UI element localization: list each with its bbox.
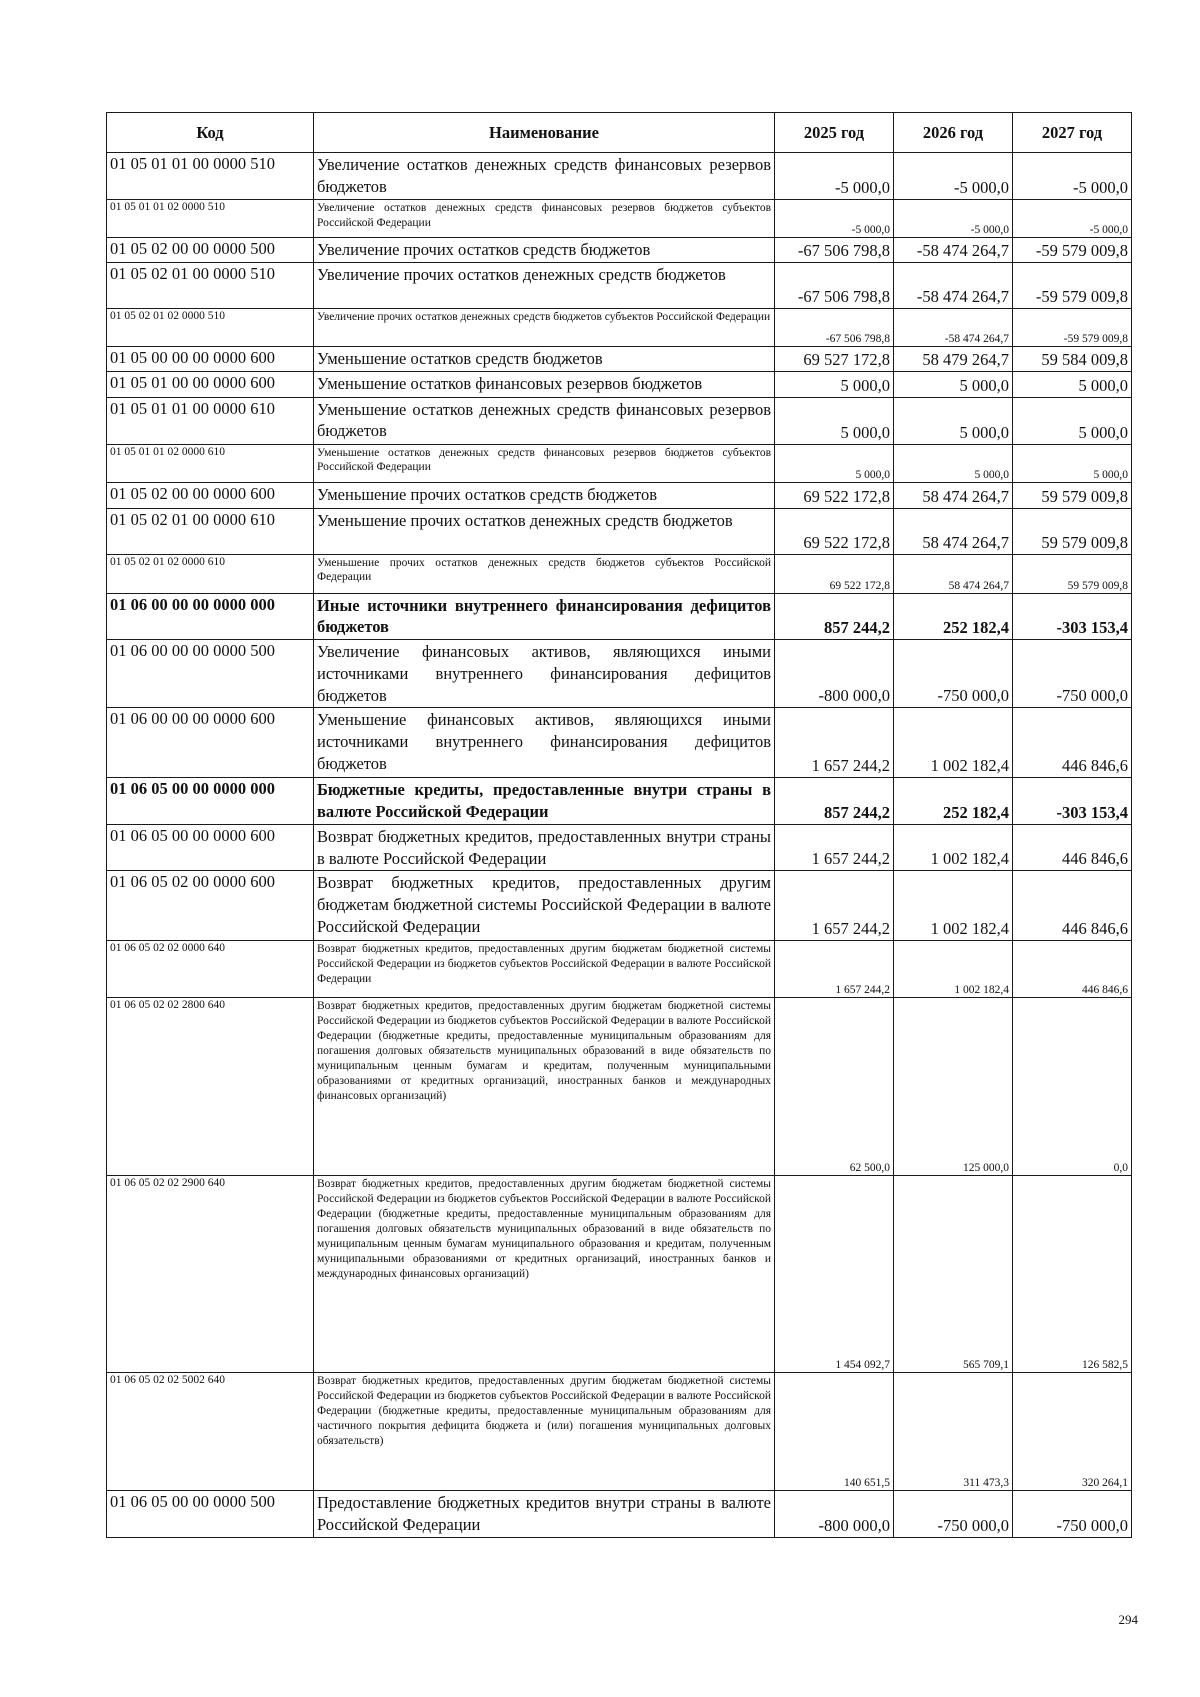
row-name: Уменьшение остатков средств бюджетов bbox=[314, 346, 775, 371]
table-row bbox=[107, 1373, 1132, 1491]
row-name: Увеличение финансовых активов, являющихся иными источниками внутреннего финансирования дефицитов бюджетов bbox=[314, 640, 775, 708]
row-name: Уменьшение прочих остатков средств бюджетов bbox=[314, 482, 775, 508]
row-value-2027: -303 153,4 bbox=[1013, 593, 1132, 640]
table-row bbox=[107, 346, 1132, 371]
row-value-2026: -5 000,0 bbox=[894, 153, 1013, 200]
row-value-2027: 446 846,6 bbox=[1013, 871, 1132, 941]
header-2025: 2025 год bbox=[775, 113, 894, 153]
row-value-2025: -800 000,0 bbox=[775, 1491, 894, 1538]
row-name: Уменьшение остатков денежных средств финансовых резервов бюджетов bbox=[314, 397, 775, 444]
row-value-2027: 446 846,6 bbox=[1013, 824, 1132, 871]
row-value-2025: -67 506 798,8 bbox=[775, 262, 894, 308]
row-value-2027: 59 579 009,8 bbox=[1013, 554, 1132, 593]
row-value-2026: -5 000,0 bbox=[894, 200, 1013, 238]
header-code: Код bbox=[107, 113, 314, 153]
row-name: Предоставление бюджетных кредитов внутри страны в валюте Российской Федерации bbox=[314, 1491, 775, 1538]
row-value-2025: 1 454 092,7 bbox=[775, 1176, 894, 1373]
row-name: Уменьшение остатков финансовых резервов бюджетов bbox=[314, 371, 775, 397]
row-value-2027: 446 846,6 bbox=[1013, 708, 1132, 778]
row-value-2027: 59 584 009,8 bbox=[1013, 346, 1132, 371]
row-value-2026: -58 474 264,7 bbox=[894, 308, 1013, 346]
row-code: 01 06 05 02 02 2900 640 bbox=[107, 1176, 314, 1373]
row-value-2025: 857 244,2 bbox=[775, 778, 894, 825]
table-row bbox=[107, 640, 1132, 708]
row-value-2027: 320 264,1 bbox=[1013, 1373, 1132, 1491]
table-row bbox=[107, 262, 1132, 308]
row-value-2026: 58 474 264,7 bbox=[894, 554, 1013, 593]
table-row bbox=[107, 1491, 1132, 1538]
row-code: 01 06 05 02 02 5002 640 bbox=[107, 1373, 314, 1491]
row-code: 01 05 02 01 00 0000 510 bbox=[107, 262, 314, 308]
page-number: 294 bbox=[1118, 1612, 1138, 1627]
row-value-2027: -5 000,0 bbox=[1013, 153, 1132, 200]
row-code: 01 05 01 01 02 0000 510 bbox=[107, 200, 314, 238]
row-code: 01 05 02 01 00 0000 610 bbox=[107, 508, 314, 554]
table-row bbox=[107, 153, 1132, 200]
row-value-2027: -750 000,0 bbox=[1013, 640, 1132, 708]
row-value-2026: -750 000,0 bbox=[894, 640, 1013, 708]
table-row bbox=[107, 482, 1132, 508]
row-code: 01 05 01 00 00 0000 600 bbox=[107, 371, 314, 397]
row-name: Увеличение прочих остатков средств бюджетов bbox=[314, 238, 775, 263]
row-name: Возврат бюджетных кредитов, предоставленных внутри страны в валюте Российской Федерации bbox=[314, 824, 775, 871]
row-code: 01 05 01 01 00 0000 510 bbox=[107, 153, 314, 200]
header-2026: 2026 год bbox=[894, 113, 1013, 153]
row-code: 01 06 00 00 00 0000 000 bbox=[107, 593, 314, 640]
row-value-2027: -303 153,4 bbox=[1013, 778, 1132, 825]
row-value-2026: 5 000,0 bbox=[894, 444, 1013, 482]
table-row bbox=[107, 200, 1132, 238]
row-value-2026: 58 479 264,7 bbox=[894, 346, 1013, 371]
row-value-2027: -59 579 009,8 bbox=[1013, 262, 1132, 308]
row-value-2025: 1 657 244,2 bbox=[775, 941, 894, 998]
budget-sources-table bbox=[106, 112, 1132, 1538]
row-value-2025: 5 000,0 bbox=[775, 371, 894, 397]
row-value-2025: 5 000,0 bbox=[775, 397, 894, 444]
row-value-2025: 69 522 172,8 bbox=[775, 554, 894, 593]
row-name: Возврат бюджетных кредитов, предоставленных другим бюджетам бюджетной системы Российской Федерации из бюджетов субъектов Российской Федерации в валюте Российской Федерации (бюджетные кредиты, предоставленные муниципальным образованиям для частичного покрытия дефицита бюджета и (или) погашения муниципальных долговых обязательств) bbox=[314, 1373, 775, 1491]
row-value-2025: -67 506 798,8 bbox=[775, 308, 894, 346]
row-value-2027: 59 579 009,8 bbox=[1013, 508, 1132, 554]
row-code: 01 05 02 01 02 0000 610 bbox=[107, 554, 314, 593]
row-value-2027: 5 000,0 bbox=[1013, 371, 1132, 397]
row-value-2025: 1 657 244,2 bbox=[775, 871, 894, 941]
row-value-2026: 1 002 182,4 bbox=[894, 871, 1013, 941]
table-row bbox=[107, 397, 1132, 444]
table-row bbox=[107, 508, 1132, 554]
row-value-2026: 252 182,4 bbox=[894, 778, 1013, 825]
header-2027: 2027 год bbox=[1013, 113, 1132, 153]
table-row bbox=[107, 708, 1132, 778]
row-value-2025: 5 000,0 bbox=[775, 444, 894, 482]
table-row bbox=[107, 778, 1132, 825]
row-code: 01 06 00 00 00 0000 500 bbox=[107, 640, 314, 708]
row-code: 01 05 02 01 02 0000 510 bbox=[107, 308, 314, 346]
row-value-2026: 565 709,1 bbox=[894, 1176, 1013, 1373]
header-name: Наименование bbox=[314, 113, 775, 153]
row-value-2026: 58 474 264,7 bbox=[894, 482, 1013, 508]
row-name: Уменьшение остатков денежных средств финансовых резервов бюджетов субъектов Российской Федерации bbox=[314, 444, 775, 482]
row-value-2027: 5 000,0 bbox=[1013, 397, 1132, 444]
row-value-2025: 69 522 172,8 bbox=[775, 482, 894, 508]
row-name: Уменьшение прочих остатков денежных средств бюджетов субъектов Российской Федерации bbox=[314, 554, 775, 593]
row-value-2027: 446 846,6 bbox=[1013, 941, 1132, 998]
row-value-2026: 1 002 182,4 bbox=[894, 941, 1013, 998]
row-code: 01 06 05 00 00 0000 600 bbox=[107, 824, 314, 871]
row-value-2026: 125 000,0 bbox=[894, 998, 1013, 1176]
row-value-2025: 69 522 172,8 bbox=[775, 508, 894, 554]
row-value-2027: 0,0 bbox=[1013, 998, 1132, 1176]
table-row bbox=[107, 593, 1132, 640]
row-code: 01 06 05 02 02 2800 640 bbox=[107, 998, 314, 1176]
row-value-2027: -59 579 009,8 bbox=[1013, 238, 1132, 263]
row-value-2026: -58 474 264,7 bbox=[894, 238, 1013, 263]
row-value-2025: -67 506 798,8 bbox=[775, 238, 894, 263]
table-header-row bbox=[107, 113, 1132, 153]
row-value-2027: -59 579 009,8 bbox=[1013, 308, 1132, 346]
row-name: Возврат бюджетных кредитов, предоставленных другим бюджетам бюджетной системы Российской Федерации из бюджетов субъектов Российской Федерации в валюте Российской Федерации bbox=[314, 941, 775, 998]
row-value-2026: 311 473,3 bbox=[894, 1373, 1013, 1491]
table-row bbox=[107, 554, 1132, 593]
table-row bbox=[107, 371, 1132, 397]
row-name: Уменьшение финансовых активов, являющихся иными источниками внутреннего финансирования дефицитов бюджетов bbox=[314, 708, 775, 778]
row-value-2025: 857 244,2 bbox=[775, 593, 894, 640]
row-value-2026: -750 000,0 bbox=[894, 1491, 1013, 1538]
row-value-2025: -5 000,0 bbox=[775, 153, 894, 200]
table-row bbox=[107, 308, 1132, 346]
table-row bbox=[107, 238, 1132, 263]
row-value-2026: -58 474 264,7 bbox=[894, 262, 1013, 308]
row-value-2026: 5 000,0 bbox=[894, 371, 1013, 397]
row-name: Иные источники внутреннего финансирования дефицитов бюджетов bbox=[314, 593, 775, 640]
row-value-2026: 5 000,0 bbox=[894, 397, 1013, 444]
row-value-2025: -5 000,0 bbox=[775, 200, 894, 238]
row-value-2027: -5 000,0 bbox=[1013, 200, 1132, 238]
row-code: 01 05 02 00 00 0000 500 bbox=[107, 238, 314, 263]
row-value-2025: 62 500,0 bbox=[775, 998, 894, 1176]
row-value-2026: 252 182,4 bbox=[894, 593, 1013, 640]
row-code: 01 05 01 01 00 0000 610 bbox=[107, 397, 314, 444]
row-value-2027: 126 582,5 bbox=[1013, 1176, 1132, 1373]
table-row bbox=[107, 998, 1132, 1176]
row-name: Возврат бюджетных кредитов, предоставленных другим бюджетам бюджетной системы Российской Федерации в валюте Российской Федерации bbox=[314, 871, 775, 941]
row-code: 01 06 05 02 00 0000 600 bbox=[107, 871, 314, 941]
row-name: Увеличение остатков денежных средств финансовых резервов бюджетов субъектов Российской Федерации bbox=[314, 200, 775, 238]
row-code: 01 06 00 00 00 0000 600 bbox=[107, 708, 314, 778]
row-value-2026: 58 474 264,7 bbox=[894, 508, 1013, 554]
table-row bbox=[107, 871, 1132, 941]
row-code: 01 06 05 00 00 0000 000 bbox=[107, 778, 314, 825]
row-value-2025: -800 000,0 bbox=[775, 640, 894, 708]
row-value-2027: 5 000,0 bbox=[1013, 444, 1132, 482]
row-name: Уменьшение прочих остатков денежных средств бюджетов bbox=[314, 508, 775, 554]
row-value-2025: 1 657 244,2 bbox=[775, 824, 894, 871]
row-code: 01 06 05 00 00 0000 500 bbox=[107, 1491, 314, 1538]
row-name: Увеличение прочих остатков денежных средств бюджетов субъектов Российской Федерации bbox=[314, 308, 775, 346]
row-name: Бюджетные кредиты, предоставленные внутри страны в валюте Российской Федерации bbox=[314, 778, 775, 825]
row-name: Возврат бюджетных кредитов, предоставленных другим бюджетам бюджетной системы Российской Федерации из бюджетов субъектов Российской Федерации в валюте Российской Федерации (бюджетные кредиты, предоставленные муниципальным образованиям для погашения долговых обязательств муниципальных образований в виде обязательств по муниципальным ценным бумагам муниципального образования и кредитам, полученным муниципальными образованиями от кредитных организаций, иностранных банков и международных финансовых организаций) bbox=[314, 1176, 775, 1373]
table-row bbox=[107, 1176, 1132, 1373]
row-value-2027: -750 000,0 bbox=[1013, 1491, 1132, 1538]
row-value-2026: 1 002 182,4 bbox=[894, 824, 1013, 871]
row-code: 01 05 02 00 00 0000 600 bbox=[107, 482, 314, 508]
row-code: 01 06 05 02 02 0000 640 bbox=[107, 941, 314, 998]
table-row bbox=[107, 941, 1132, 998]
row-value-2025: 140 651,5 bbox=[775, 1373, 894, 1491]
row-name: Увеличение прочих остатков денежных средств бюджетов bbox=[314, 262, 775, 308]
row-name: Возврат бюджетных кредитов, предоставленных другим бюджетам бюджетной системы Российской Федерации из бюджетов субъектов Российской Федерации в валюте Российской Федерации (бюджетные кредиты, предоставленные муниципальным образованиям для погашения долговых обязательств муниципальных образований в виде обязательств по муниципальным ценным бумагам и кредитам, полученным муниципальными образованиями от кредитных организаций, иностранных банков и международных финансовых организаций) bbox=[314, 998, 775, 1176]
table-row bbox=[107, 824, 1132, 871]
row-value-2025: 69 527 172,8 bbox=[775, 346, 894, 371]
row-value-2026: 1 002 182,4 bbox=[894, 708, 1013, 778]
row-code: 01 05 01 01 02 0000 610 bbox=[107, 444, 314, 482]
row-code: 01 05 00 00 00 0000 600 bbox=[107, 346, 314, 371]
table-row bbox=[107, 444, 1132, 482]
row-value-2027: 59 579 009,8 bbox=[1013, 482, 1132, 508]
row-name: Увеличение остатков денежных средств финансовых резервов бюджетов bbox=[314, 153, 775, 200]
row-value-2025: 1 657 244,2 bbox=[775, 708, 894, 778]
